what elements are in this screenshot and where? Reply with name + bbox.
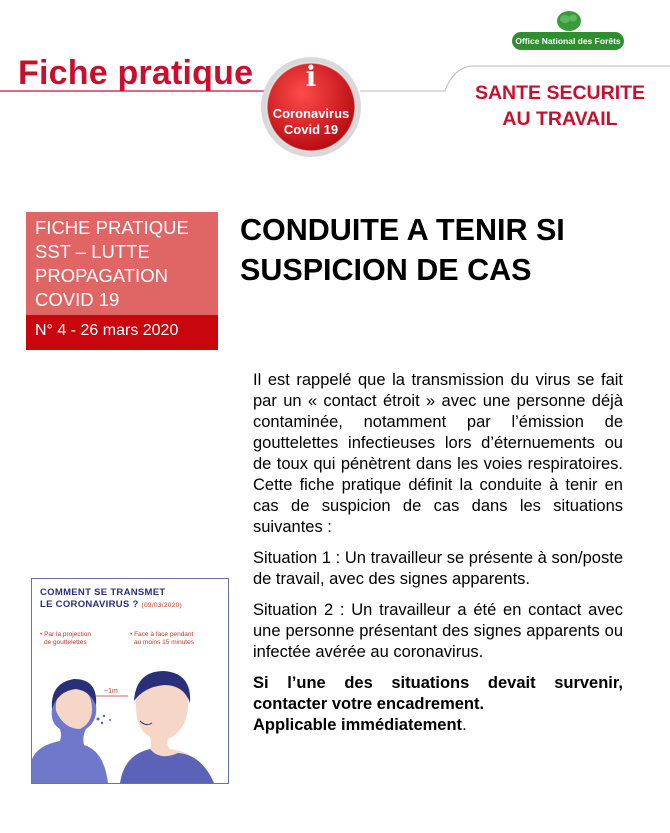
issue-number: N° 4 - 26 mars 2020 (35, 322, 179, 339)
logo-text: Office National des Forêts (512, 32, 624, 50)
box-line-3: PROPAGATION (35, 265, 168, 286)
caption-left-2: de gouttelettes (44, 639, 87, 646)
main-title-line-1: CONDUITE A TENIR SI (240, 213, 565, 247)
poster-title (40, 587, 182, 612)
intro-paragraph: Il est rappelé que la transmission du virus se fait par un « contact étroit » avec une personne déjà contaminée, notamment par l’émission de gouttelettes infectieuses lors d’éternuements ou de toux qui pénètrent dans les voies respiratoires. Cette fiche pratique définit la conduite à tenir en cas de suspicion de cas dans les situations suivantes : (253, 371, 623, 536)
situation-2: Situation 2 : Un travailleur a été en contact avec une personne présentant des signes apparents ou infectée avérée au coronavirus. (253, 601, 623, 661)
sst-heading (450, 80, 670, 132)
info-icon: i (305, 60, 317, 93)
main-title (240, 210, 565, 290)
instruction (253, 673, 623, 736)
sst-line-2: AU TRAVAIL (502, 108, 618, 130)
poster-caption-left (40, 631, 91, 647)
distance-label: ~1m (104, 688, 118, 695)
tree-icon (556, 10, 582, 34)
onf-logo (512, 10, 624, 54)
body-text (253, 370, 623, 736)
poster-title-line-2: LE CORONAVIRUS ? (40, 599, 139, 610)
box-line-2: SST – LUTTE (35, 241, 150, 262)
fiche-info-box (26, 212, 218, 350)
main-title-line-2: SUSPICION DE CAS (240, 253, 532, 287)
transmission-poster (31, 578, 229, 784)
coronavirus-label (260, 106, 362, 138)
poster-caption-right (130, 631, 194, 647)
poster-date: (09/03/2020) (141, 602, 182, 609)
applicable-text: Applicable immédiatement (253, 716, 463, 734)
fiche-title: Fiche pratique (18, 54, 254, 92)
caption-left-1: • Par la projection (40, 631, 92, 638)
instruction-text: Si l’une des situations devait survenir, contacter votre encadrement. (253, 674, 623, 713)
sst-line-1: SANTE SECURITE (474, 82, 646, 104)
circle-line-2: Covid 19 (283, 122, 339, 137)
two-people-illustration (32, 649, 228, 783)
applicable-period: . (462, 716, 467, 734)
caption-right-2: au moins 15 minutes (134, 639, 194, 646)
situation-1: Situation 1 : Un travailleur se présente à son/poste de travail, avec des signes apparents. (253, 549, 623, 588)
circle-line-1: Coronavirus (272, 106, 350, 121)
box-line-1: FICHE PRATIQUE (35, 217, 189, 238)
box-line-4: COVID 19 (35, 289, 120, 310)
caption-right-1: • Face à face pendant (130, 631, 194, 638)
poster-title-line-1: COMMENT SE TRANSMET (40, 587, 166, 598)
